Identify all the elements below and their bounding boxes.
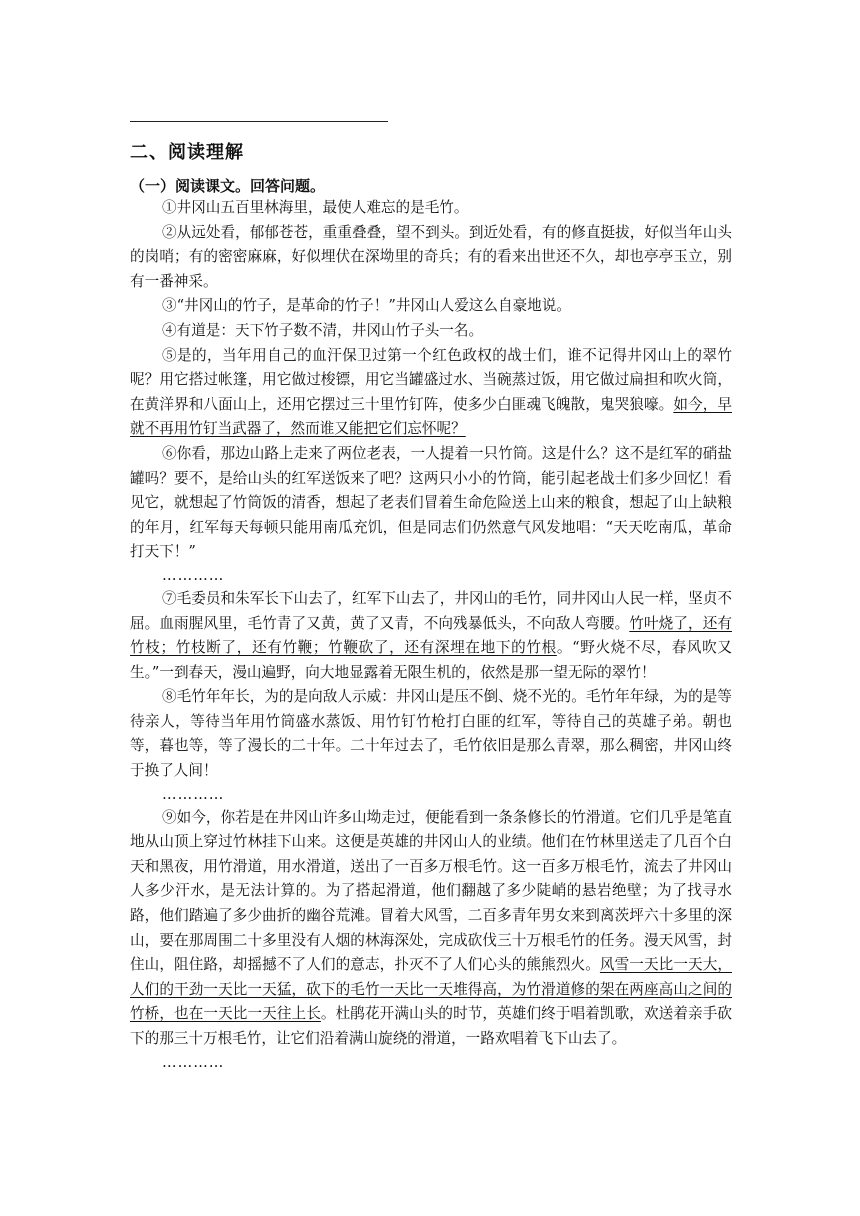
underlined-sentence: 竹叶烧了，还有竹枝；竹枝断了，还有竹鞭；竹鞭砍了，还有深埋在地下的竹根 bbox=[130, 614, 732, 657]
paragraph-9 bbox=[130, 806, 732, 1052]
header-rule bbox=[130, 121, 388, 122]
paragraph-text: ⑤是的，当年用自己的血汗保卫过第一个红色政权的战士们，谁不记得井冈山上的翠竹呢？用它搭过帐篷，用它做过梭镖，用它当罐盛过水、当碗蒸过饭，用它做过扁担和吹火筒，在黄洋界和八面山上，还用它摆过三十里竹钉阵，使多少白匪魂飞魄散，鬼哭狼嚎。 bbox=[130, 346, 732, 413]
paragraph-text: 。“野火烧不尽，春风吹又生。”一到春天，漫山遍野，向大地显露着无限生机的，依然是那一望无际的翠竹！ bbox=[130, 639, 732, 681]
paragraph-4 bbox=[130, 319, 732, 344]
paragraph-2 bbox=[130, 221, 732, 295]
paragraph-6 bbox=[130, 442, 732, 565]
subsection-title: （一）阅读课文。回答问题。 bbox=[130, 177, 326, 195]
paragraph-1 bbox=[130, 196, 732, 221]
ellipsis-3: ………… bbox=[162, 1053, 225, 1071]
paragraph-text: ⑧毛竹年年长，为的是向敌人示威：井冈山是压不倒、烧不光的。毛竹年年绿，为的是等待亲人，等待当年用竹筒盛水蒸饭、用竹钉竹枪打白匪的红军，等待自己的英雄子弟。朝也等，暮也等，等了漫长的二十年。二十年过去了，毛竹依旧是那么青翠，那么稠密，井冈山终于换了人间！ bbox=[130, 688, 732, 780]
paragraph-3 bbox=[130, 294, 732, 319]
paragraph-text: ⑨如今，你若是在井冈山许多山坳走过，便能看到一条条修长的竹滑道。它们几乎是笔直地从山顶上穿过竹林挂下山来。这便是英雄的井冈山人的业绩。他们在竹林里送走了几百个白天和黑夜，用竹滑道，用水滑道，送出了一百多万根毛竹。这一百多万根毛竹，流去了井冈山人多少汗水，是无法计算的。为了搭起滑道，他们翻越了多少陡峭的悬岩绝壁；为了找寻水路，他们踏遍了多少曲折的幽谷荒滩。冒着大风雪，二百多青年男女来到离茨坪六十多里的深山，要在那周围二十多里没有人烟的林海深处，完成砍伐三十万根毛竹的任务。漫天风雪，封住山，阻住路，却摇撼不了人们的意志，扑灭不了人们心头的熊熊烈火。 bbox=[130, 808, 732, 974]
section-title: 二、阅读理解 bbox=[130, 142, 244, 163]
paragraph-text: ①井冈山五百里林海里，最使人难忘的是毛竹。 bbox=[162, 199, 469, 216]
paragraph-text: ③“井冈山的竹子，是革命的竹子！”井冈山人爱这么自豪地说。 bbox=[162, 297, 571, 315]
paragraph-8 bbox=[130, 685, 732, 783]
ellipsis-1: ………… bbox=[162, 566, 225, 584]
paragraph-text: ⑦毛委员和朱军长下山去了，红军下山去了，井冈山的毛竹，同井冈山人民一样，坚贞不屈。血雨腥风里，毛竹青了又黄，黄了又青，不向残暴低头，不向敌人弯腰。 bbox=[130, 589, 732, 632]
reading-passage bbox=[130, 196, 732, 1074]
underlined-sentence: 如今，早就不再用竹钉当武器了，然而谁又能把它们忘怀呢？ bbox=[130, 395, 732, 438]
paragraph-5 bbox=[130, 344, 732, 442]
paragraph-text: 。杜鹃花开满山头的时节，英雄们终于唱着凯歌，欢送着亲手砍下的那三十万根毛竹，让它们沿着满山旋绕的滑道，一路欢唱着飞下山去了。 bbox=[130, 1005, 732, 1047]
underlined-sentence: 风雪一天比一天大，人们的干劲一天比一天猛，砍下的毛竹一天比一天堆得高，为竹滑道修的架在两座高山之间的竹桥，也在一天比一天往上长 bbox=[130, 956, 732, 1023]
paragraph-text: ⑥你看，那边山路上走来了两位老表，一人提着一只竹筒。这是什么？这不是红军的硝盐罐吗？要不，是给山头的红军送饭来了吧？这两只小小的竹筒，能引起老战士们多少回忆！看见它，就想起了竹筒饭的清香，想起了老表们冒着生命危险送上山来的粮食，想起了山上缺粮的年月，红军每天每顿只能用南瓜充饥，但是同志们仍然意气风发地唱：“天天吃南瓜，革命打天下！” bbox=[130, 444, 732, 561]
paragraph-text: ②从远处看，郁郁苍苍，重重叠叠，望不到头。到近处看，有的修直挺拔，好似当年山头的岗哨；有的密密麻麻，好似埋伏在深坳里的奇兵；有的看来出世还不久，却也亭亭玉立，别有一番神采。 bbox=[130, 223, 732, 290]
paragraph-text: ④有道是：天下竹子数不清，井冈山竹子头一名。 bbox=[162, 321, 484, 339]
ellipsis-2: ………… bbox=[162, 785, 225, 803]
paragraph-7 bbox=[130, 587, 732, 685]
